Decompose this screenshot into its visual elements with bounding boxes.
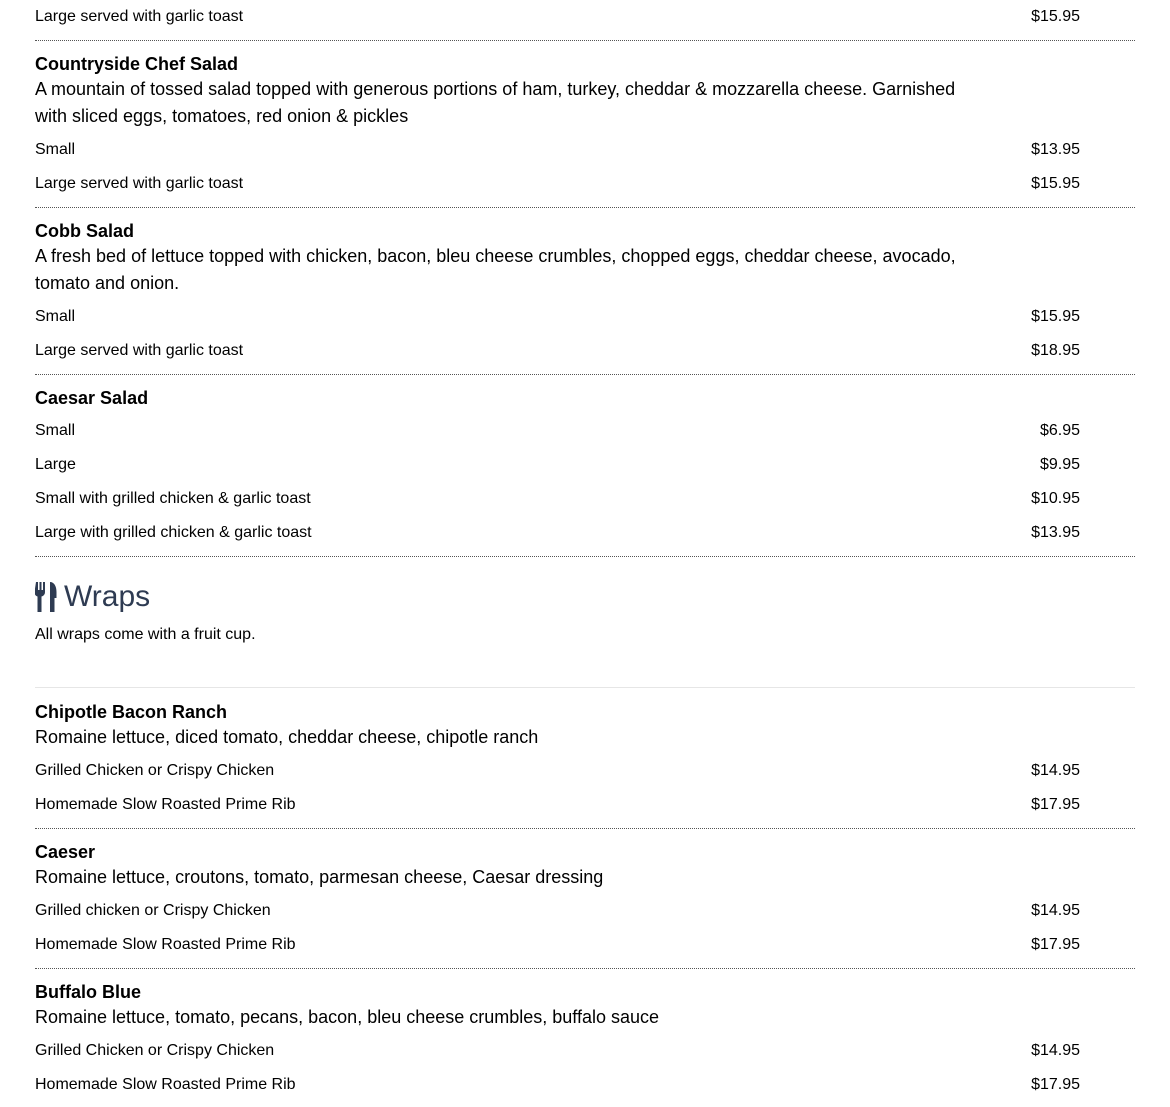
option-label: Grilled Chicken or Crispy Chicken [35, 1042, 275, 1059]
item-title: Cobb Salad [35, 221, 135, 241]
menu-option-row [35, 300, 1135, 334]
option-price: $14.95 [1031, 762, 1080, 779]
option-price: $6.95 [1039, 422, 1080, 439]
option-price: $15.95 [1031, 175, 1080, 192]
option-label: Homemade Slow Roasted Prime Rib [35, 936, 296, 953]
option-price: $18.95 [1031, 342, 1080, 359]
item-description: A mountain of tossed salad topped with generous portions of ham, turkey, cheddar & mozzarella cheese. Garnished with sliced eggs, tomatoes, red onion & pickles [35, 79, 956, 126]
option-price: $15.95 [1031, 8, 1080, 25]
option-label: Homemade Slow Roasted Prime Rib [35, 796, 296, 813]
option-price: $9.95 [1039, 456, 1080, 473]
option-label: Small [35, 422, 76, 439]
menu-option-row [35, 167, 1135, 201]
option-price: $17.95 [1031, 796, 1080, 813]
menu-option-row [35, 334, 1135, 368]
wraps-section [35, 577, 1135, 688]
menu-item-caeser-wrap [35, 840, 1135, 969]
item-description: Romaine lettuce, diced tomato, cheddar cheese, chipotle ranch [35, 727, 539, 747]
menu-option-row [35, 788, 1135, 822]
option-label: Grilled Chicken or Crispy Chicken [35, 762, 275, 779]
item-title: Buffalo Blue [35, 982, 141, 1002]
item-title: Caesar Salad [35, 388, 149, 408]
menu-option-row [35, 1068, 1135, 1102]
menu-item-cobb-salad [35, 219, 1135, 375]
menu-option-row [35, 133, 1135, 167]
option-label: Large with grilled chicken & garlic toast [35, 524, 312, 541]
menu-option-row [35, 448, 1135, 482]
item-separator [35, 556, 1135, 557]
option-price: $13.95 [1031, 141, 1080, 158]
option-price: $10.95 [1031, 490, 1080, 507]
option-price: $14.95 [1031, 902, 1080, 919]
menu-item-buffalo-blue [35, 980, 1135, 1102]
option-label: Small with grilled chicken & garlic toast [35, 490, 311, 507]
option-price: $17.95 [1031, 1076, 1080, 1093]
section-divider [35, 687, 1135, 688]
item-title: Caeser [35, 842, 96, 862]
menu-option-row [35, 894, 1135, 928]
option-label: Large served with garlic toast [35, 342, 244, 359]
menu-option-row [35, 1034, 1135, 1068]
menu-item-chipotle-bacon-ranch [35, 700, 1135, 829]
item-separator [35, 968, 1135, 969]
item-separator [35, 207, 1135, 208]
utensils-icon [35, 582, 57, 612]
option-label: Large served with garlic toast [35, 175, 244, 192]
menu-option-row [35, 482, 1135, 516]
option-price: $13.95 [1031, 524, 1080, 541]
menu-option-row [35, 0, 1135, 34]
item-separator [35, 374, 1135, 375]
option-label: Large served with garlic toast [35, 8, 244, 25]
menu-option-row [35, 928, 1135, 962]
option-label: Large [35, 456, 76, 473]
menu-option-row [35, 754, 1135, 788]
option-price: $15.95 [1031, 308, 1080, 325]
section-note: All wraps come with a fruit cup. [35, 626, 256, 643]
item-description: A fresh bed of lettuce topped with chicken, bacon, bleu cheese crumbles, chopped eggs, cheddar cheese, avocado, tomato and onion. [35, 246, 956, 293]
option-price: $17.95 [1031, 936, 1080, 953]
item-title: Chipotle Bacon Ranch [35, 702, 228, 722]
section-title: Wraps [64, 580, 151, 613]
option-label: Homemade Slow Roasted Prime Rib [35, 1076, 296, 1093]
option-label: Small [35, 141, 76, 158]
menu-option-row [35, 414, 1135, 448]
option-label: Small [35, 308, 76, 325]
item-separator [35, 40, 1135, 41]
menu-option-row [35, 516, 1135, 550]
item-description: Romaine lettuce, croutons, tomato, parmesan cheese, Caesar dressing [35, 867, 604, 887]
item-separator [35, 828, 1135, 829]
menu-page [35, 0, 1135, 1102]
option-label: Grilled chicken or Crispy Chicken [35, 902, 271, 919]
section-heading [35, 577, 1135, 617]
option-price: $14.95 [1031, 1042, 1080, 1059]
item-title: Countryside Chef Salad [35, 54, 239, 74]
menu-item-caesar-salad [35, 386, 1135, 557]
menu-item-chef-salad [35, 52, 1135, 208]
item-description: Romaine lettuce, tomato, pecans, bacon, bleu cheese crumbles, buffalo sauce [35, 1007, 660, 1027]
